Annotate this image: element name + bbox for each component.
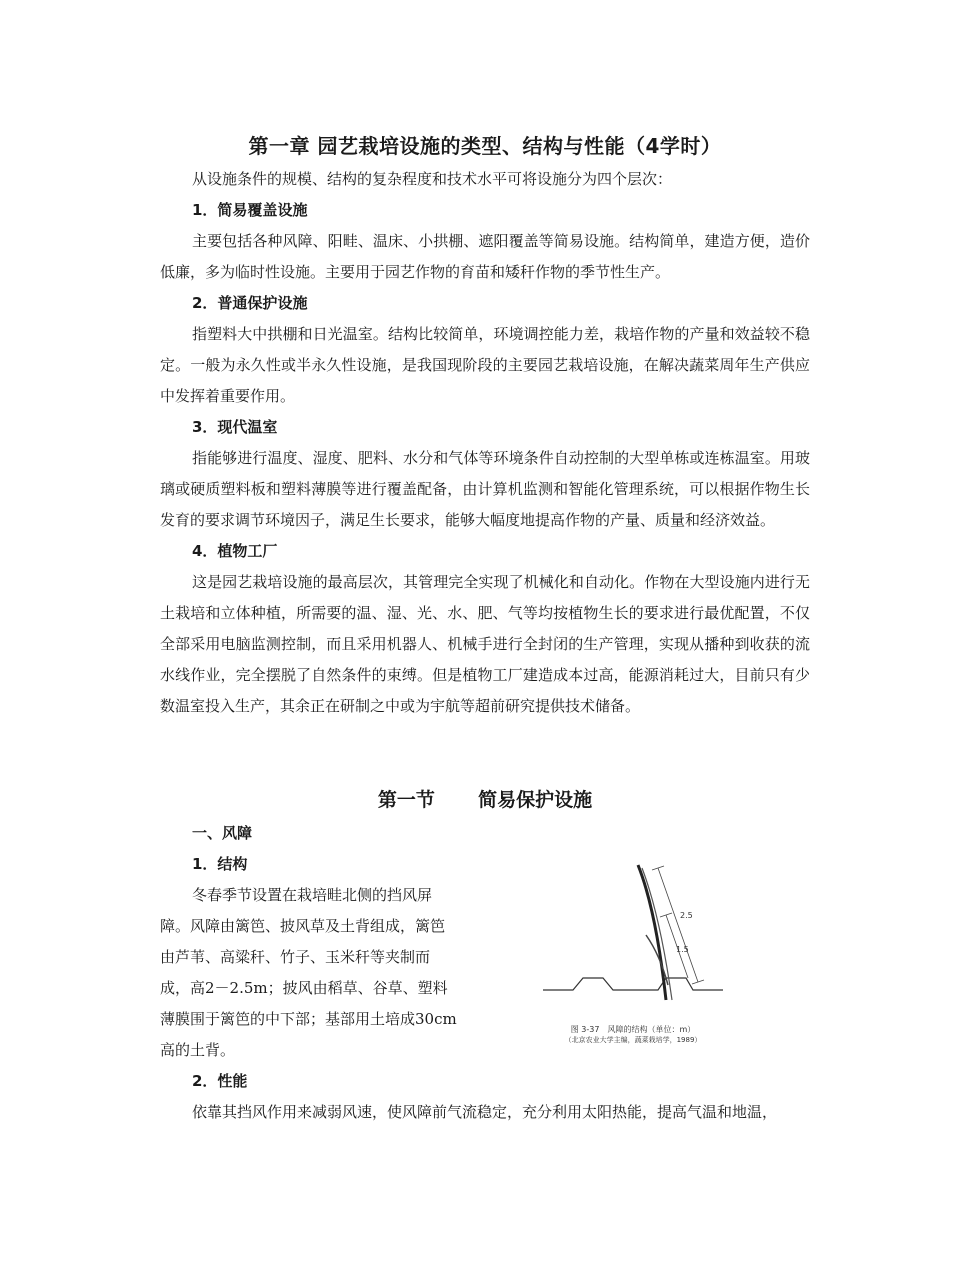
figure-caption: 图 3-37 风障的结构（单位：m）: [570, 1025, 696, 1034]
windbreak-figure: [538, 860, 728, 1050]
windbreak-heading: 一、风障: [192, 824, 253, 842]
section-title: [160, 785, 810, 812]
section-name: 简易保护设施: [478, 789, 593, 811]
dimension-tick: [692, 980, 704, 984]
performance-heading: 2．性能: [192, 1072, 248, 1090]
dimension-tick: [660, 913, 672, 917]
level-3-text: 指能够进行温度、湿度、肥料、水分和气体等环境条件自动控制的大型单栋或连栋温室。用玻璃或硬质塑料板和塑料薄膜等进行覆盖配备，由计算机监测和智能化管理系统，可以根据作物生长发育的要求调节环境因子，满足生长要求，能够大幅度地提高作物的产量、质量和经济效益。: [160, 449, 810, 529]
level-4-heading: 4．植物工厂: [192, 542, 278, 560]
chapter-title: 第一章 园艺栽培设施的类型、结构与性能（4学时）: [248, 134, 722, 158]
intro-paragraph: 从设施条件的规模、结构的复杂程度和技术水平可将设施分为四个层次：: [192, 170, 673, 188]
structure-text: [160, 880, 465, 1066]
structure-line: 障。风障由篱笆、披风草及土背组成，篱笆: [160, 917, 446, 935]
structure-line: 由芦苇、高粱秆、竹子、玉米秆等夹制而: [160, 948, 431, 966]
structure-line: 成，高2－2.5m；披风由稻草、谷草、塑料: [160, 979, 448, 997]
figure-source: （北京农业大学主编，蔬菜栽培学，1989）: [564, 1036, 702, 1044]
structure-line: 薄膜围于篱笆的中下部；基部用土培成30cm: [160, 1010, 457, 1028]
dimension-line-total: [658, 868, 698, 982]
level-1-heading: 1．简易覆盖设施: [192, 201, 308, 219]
ground-profile: [543, 978, 723, 990]
dim-label-total: 2.5: [680, 911, 693, 920]
fence-outer: [638, 865, 666, 1000]
chapter-body: [160, 164, 810, 722]
level-3-heading: 3．现代温室: [192, 418, 278, 436]
level-2-text: 指塑料大中拱棚和日光温室。结构比较简单，环境调控能力差，栽培作物的产量和效益较不稳定。一般为永久性或半永久性设施，是我国现阶段的主要园艺栽培设施，在解决蔬菜周年生产供应中发挥着重要作用。: [160, 325, 810, 405]
structure-heading: 1．结构: [192, 855, 248, 873]
structure-line: 冬春季节设置在栽培畦北侧的挡风屏: [192, 886, 433, 904]
dimension-tick: [652, 866, 664, 870]
performance-text: 依靠其挡风作用来减弱风速，使风障前气流稳定，充分利用太阳热能，提高气温和地温，: [192, 1103, 778, 1121]
structure-line: 高的土背。: [160, 1041, 236, 1059]
dim-label-cover: 1.5: [676, 945, 689, 954]
level-1-text: 主要包括各种风障、阳畦、温床、小拱棚、遮阳覆盖等简易设施。结构简单，建造方便，造价低廉，多为临时性设施。主要用于园艺作物的育苗和矮秆作物的季节性生产。: [160, 232, 810, 281]
section-number: 第一节: [377, 789, 435, 811]
windbreak-diagram: [538, 860, 728, 1020]
level-4-text: 这是园艺栽培设施的最高层次，其管理完全实现了机械化和自动化。作物在大型设施内进行无土栽培和立体种植，所需要的温、湿、光、水、肥、气等均按植物生长的要求进行最优配置，不仅全部采用电脑监测控制，而且采用机器人、机械手进行全封闭的生产管理，实现从播种到收获的流水线作业，完全摆脱了自然条件的束缚。但是植物工厂建造成本过高，能源消耗过大，目前只有少数温室投入生产，其余正在研制之中或为宇航等超前研究提供技术储备。: [160, 573, 810, 715]
level-2-heading: 2．普通保护设施: [192, 294, 308, 312]
